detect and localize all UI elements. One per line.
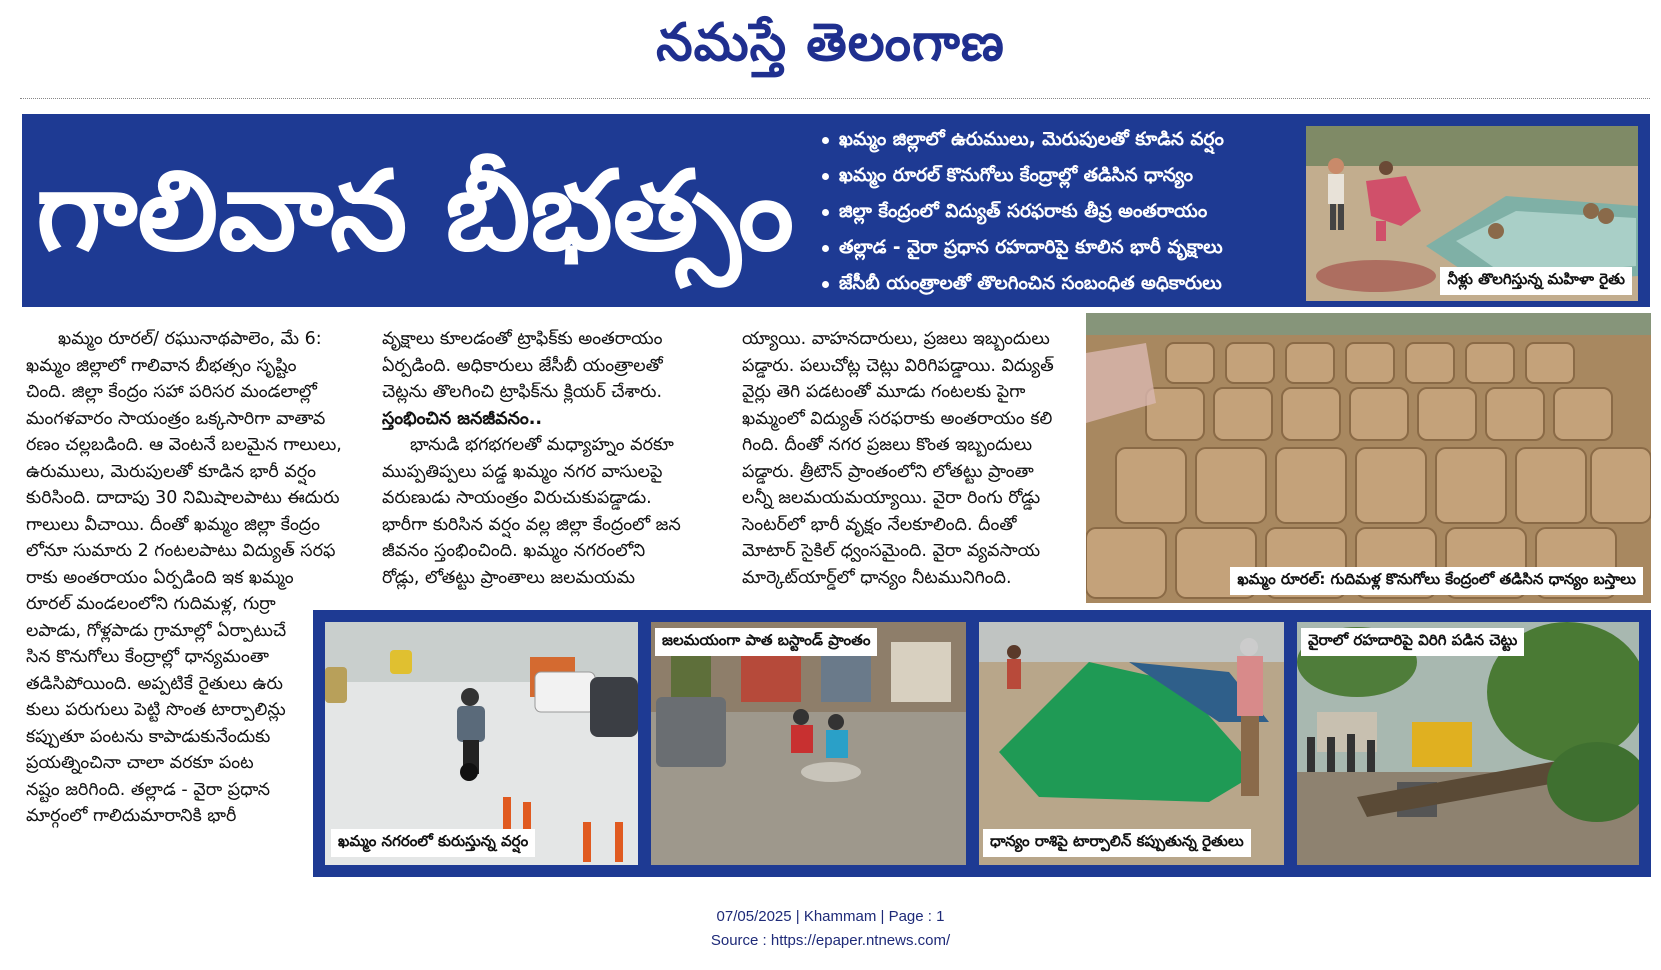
- article-line: పడ్డారు. పలుచోట్ల చెట్లు విరిగిపడ్డాయి. విద్యుత్: [742, 355, 1054, 376]
- article-line: పడ్డారు. త్రీటౌన్ ప్రాంతంలోని లోతట్టు ప్రాంతా: [742, 461, 1034, 482]
- article-line: లపాడు, గోళ్లపాడు గ్రామాల్లో ఏర్పాటుచే: [26, 620, 287, 641]
- footer-source-link[interactable]: Source : https://epaper.ntnews.com/: [710, 932, 951, 949]
- fallen-tree-caption: వైరాలో రహదారిపై విరిగి పడిన చెట్టు: [1301, 628, 1524, 656]
- farmer-photo-caption: నీళ్లు తొలగిస్తున్న మహిళా రైతు: [1440, 267, 1632, 295]
- footer-date-page: 07/05/2025 | Khammam | Page : 1: [716, 908, 945, 925]
- article-line: నష్టం జరిగింది. తల్లాడ - వైరా ప్రధాన: [26, 779, 271, 800]
- article-line: మార్గంలో గాలిదుమారానికి భారీ: [26, 806, 237, 826]
- article-line: లోనూ సుమారు 2 గంటలపాటు విద్యుత్ సరఫ: [26, 541, 336, 561]
- bus-stand-illustration: [651, 622, 966, 865]
- article-line: జీవనం స్తంభించింది. ఖమ్మం నగరంలోని: [382, 541, 646, 561]
- rice-bags-illustration: [1086, 313, 1651, 603]
- headline: గాలివాన బీభత్సం: [36, 146, 794, 275]
- article-line: య్యాయి. వాహనదారులు, ప్రజలు ఇబ్బందులు: [742, 329, 1050, 349]
- highlights-list: [808, 114, 1294, 307]
- article-column-1: [26, 326, 348, 830]
- highlight-item: జేసీబీ యంత్రాలతో తొలగించిన సంబంధిత అధికారులు: [822, 266, 1288, 302]
- subheading: స్తంభించిన జనజీవనం..: [382, 408, 543, 429]
- article-line: ఖమ్మం జిల్లాలో గాలివాన బీభత్సం సృష్టిం: [26, 355, 297, 376]
- article-line: కురిసింది. దాదాపు 30 నిమిషాలపాటు ఈదురు: [26, 488, 340, 508]
- bullet-icon: [822, 137, 829, 144]
- article-line: భానుడి భగభగలతో మధ్యాహ్నం వరకూ: [410, 435, 674, 455]
- article-line: ఖమ్మంలో విద్యుత్ సరఫరాకు అంతరాయం కలి: [742, 408, 1053, 429]
- article-line: రూరల్ మండలంలోని గుదిమళ్ల, గుర్రా: [26, 594, 276, 614]
- article-line: చెట్లను తొలగించి ట్రాఫిక్‌ను క్లియర్ చేశారు.: [382, 382, 663, 402]
- article-line: మోటార్ సైకిల్ ధ్వంసమైంది. వైరా వ్యవసాయ: [742, 541, 1041, 561]
- article-line: సిన కొనుగోలు కేంద్రాల్లో ధాన్యమంతా: [26, 647, 269, 667]
- tarpaulin-caption: ధాన్యం రాశిపై టార్పాలిన్ కప్పుతున్న రైతులు: [983, 829, 1251, 857]
- article-line: రాకు అంతరాయం ఏర్పడింది ఇక ఖమ్మం: [26, 567, 294, 588]
- article-line: రోడ్లు, లోతట్టు ప్రాంతాలు జలమయమ: [382, 567, 636, 588]
- article-line: చింది. జిల్లా కేంద్రం సహా పరిసర మండలాల్లో: [26, 382, 317, 402]
- article-line: కప్పుతూ పంటను కాపాడుకునేందుకు: [26, 726, 271, 747]
- rice-bags-photo: [1086, 313, 1651, 603]
- article-line: గింది. దీంతో నగర ప్రజలు కొంత ఇబ్బందులు: [742, 435, 1033, 455]
- article-line: సెంటర్‌లో భారీ వృక్షం నేలకూలింది. దీంతో: [742, 514, 1017, 535]
- article-line: మార్కెట్‌యార్డ్‌లో ధాన్యం నీటమునిగింది.: [742, 567, 1012, 588]
- article-line: ప్రయత్నించినా చాలా వరకూ పంట: [26, 753, 254, 773]
- article-line: కులు పరుగులు పెట్టి సొంత టార్పాలిన్లు: [26, 700, 286, 720]
- photo-strip: [313, 610, 1651, 877]
- headline-banner: [22, 114, 808, 307]
- article-line: తడిసిపోయింది. అప్పటికే రైతులు ఉరు: [26, 673, 283, 694]
- article-line: లన్నీ జలమయమయ్యాయి. వైరా రింగు రోడ్డు: [742, 488, 1041, 508]
- rain-street-caption: ఖమ్మం నగరంలో కురుస్తున్న వర్షం: [331, 829, 535, 857]
- highlight-item: తల్లాడ - వైరా ప్రధాన రహదారిపై కూలిన భారీ వృక్షాలు: [822, 230, 1288, 266]
- article-line: గాలులు వీచాయి. దీంతో ఖమ్మం జిల్లా కేంద్రం: [26, 514, 321, 535]
- article-line: రణం చల్లబడింది. ఆ వెంటనే బలమైన గాలులు,: [26, 435, 342, 455]
- bullet-icon: [822, 209, 829, 216]
- bus-stand-caption: జలమయంగా పాత బస్టాండ్ ప్రాంతం: [655, 628, 877, 656]
- tarpaulin-photo: [979, 622, 1284, 865]
- masthead-logo: నమస్తే తెలంగాణ: [656, 13, 1005, 73]
- bullet-icon: [822, 281, 829, 288]
- article-line: వృక్షాలు కూలడంతో ట్రాఫిక్‌కు అంతరాయం: [382, 329, 663, 349]
- article-line: ముప్పతిప్పలు పడ్డ ఖమ్మం నగర వాసులపై: [382, 461, 663, 482]
- article-line: భారీగా కురిసిన వర్షం వల్ల జిల్లా కేంద్రంలో జన: [382, 514, 681, 535]
- rain-street-photo: [325, 622, 638, 865]
- highlight-item: ఖమ్మం జిల్లాలో ఉరుములు, మెరుపులతో కూడిన వర్షం: [822, 122, 1288, 158]
- article-line: ఏర్పడింది. అధికారులు జేసీబీ యంత్రాలతో: [382, 355, 663, 376]
- masthead-divider: [20, 98, 1650, 102]
- article-line: వైర్లు తెగి పడటంతో మూడు గంటలకు పైగా: [742, 382, 1026, 402]
- farmer-photo: [1306, 126, 1638, 301]
- bullet-icon: [822, 173, 829, 180]
- highlight-item: ఖమ్మం రూరల్ కొనుగోలు కేంద్రాల్లో తడిసిన ధాన్యం: [822, 158, 1288, 194]
- article-line: మంగళవారం సాయంత్రం ఒక్కసారిగా వాతావ: [26, 408, 326, 429]
- highlight-item: జిల్లా కేంద్రంలో విద్యుత్ సరఫరాకు తీవ్ర అంతరాయం: [822, 194, 1288, 230]
- rice-bags-caption: ఖమ్మం రూరల్: గుదిమళ్ల కొనుగోలు కేంద్రంలో తడిసిన ధాన్యం బస్తాలు: [1230, 567, 1643, 595]
- article-line: ఉరుములు, మెరుపులతో కూడిన భారీ వర్షం: [26, 461, 317, 482]
- fallen-tree-photo: [1297, 622, 1639, 865]
- bullet-icon: [822, 245, 829, 252]
- article-column-3: [742, 326, 1074, 591]
- bus-stand-photo: [651, 622, 966, 865]
- dateline: ఖమ్మం రూరల్/ రఘునాథపాలెం, మే 6:: [58, 329, 322, 349]
- article-line: వరుణుడు సాయంత్రం విరుచుకుపడ్డాడు.: [382, 488, 652, 508]
- fallen-tree-illustration: [1297, 622, 1639, 865]
- article-column-2: [382, 326, 712, 591]
- farmer-photo-frame: [1294, 114, 1650, 307]
